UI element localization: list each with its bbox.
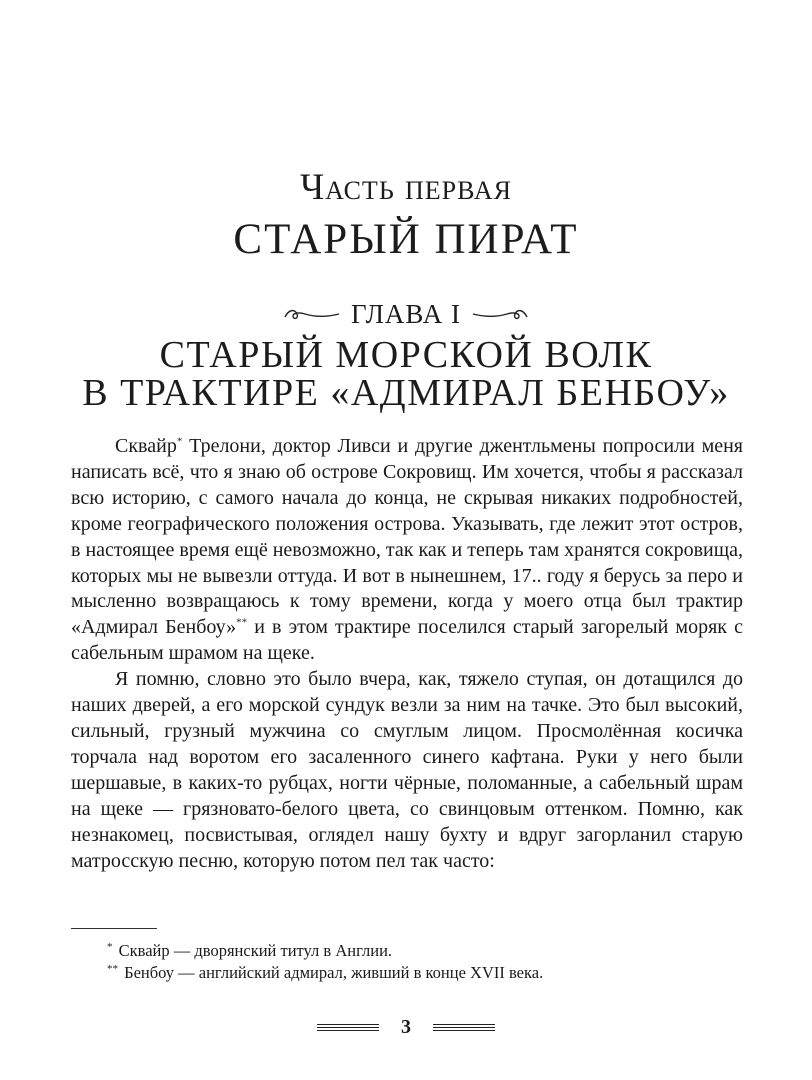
footnote-ref-1: *	[176, 435, 183, 448]
page-number-row	[0, 1014, 812, 1040]
body-text	[71, 434, 743, 874]
paragraph-1-part-a: Сквайр	[115, 435, 177, 457]
footnote-1	[71, 940, 743, 962]
chapter-title-line-2: В ТРАКТИРЕ «АДМИРАЛ БЕНБОУ»	[82, 372, 730, 414]
paragraph-2: Я помню, словно это было вчера, как, тяжело ступая, он дотащился до наших дверей, а его морской сундук везли за ним на тачке. Это был высокий, сильный, грузный мужчина со смуглым лицом. Просмолённая косичка торчала над воротом его засаленного синего кафтана. Руки у него были шершавые, в каких-то рубцах, ногти чёрные, поломанные, а сабельный шрам на щеке — грязновато-белого цвета, со свинцовым оттенком. Помню, как незнакомец, посвистывая, оглядел нашу бухту и вдруг загорланил старую матросскую песню, которую потом пел так часто:	[71, 668, 743, 872]
chapter-title	[0, 336, 812, 412]
left-flourish-icon	[283, 306, 341, 322]
footnote-1-text: Сквайр — дворянский титул в Англии.	[118, 941, 393, 960]
paragraph-1	[71, 434, 743, 667]
chapter-title-line-1: СТАРЫЙ МОРСКОЙ ВОЛК	[159, 334, 653, 376]
paragraph-1-part-c: и в этом трактире поселился старый загорелый моряк с сабельным шрамом на щеке.	[71, 616, 743, 665]
footnote-ref-2: **	[236, 616, 248, 629]
footnote-2	[71, 962, 743, 984]
chapter-label-row	[0, 298, 812, 330]
left-ornament-lines-icon	[317, 1023, 379, 1031]
footnote-divider	[71, 928, 157, 929]
page-number: 3	[401, 1016, 411, 1038]
footnote-2-mark: **	[107, 962, 118, 975]
footnote-2-text: Бенбоу — английский адмирал, живший в конце XVII века.	[124, 963, 544, 982]
footnotes	[71, 940, 743, 984]
chapter-label: ГЛАВА I	[351, 299, 461, 329]
part-title: СТАРЫЙ ПИРАТ	[233, 216, 579, 263]
footnote-1-mark: *	[107, 940, 113, 953]
right-ornament-lines-icon	[433, 1023, 495, 1031]
part-label: Часть первая	[300, 167, 512, 208]
right-flourish-icon	[471, 306, 529, 322]
paragraph-1-part-b: Трелони, доктор Ливси и другие джентльмены попросили меня написать всё, что я знаю об острове Сокровищ. Им хочется, чтобы я рассказал всю историю, с самого начала до конца, не скрывая никаких подробностей, кроме географического положения острова. Указывать, где лежит этот остров, в настоящее время ещё невозможно, так как и теперь там хранятся сокровища, которых мы не вывезли оттуда. И вот в нынешнем, 17.. году я берусь за перо и мысленно возвращаюсь к тому времени, когда у моего отца был трактир «Адмирал Бенбоу»	[71, 435, 743, 639]
